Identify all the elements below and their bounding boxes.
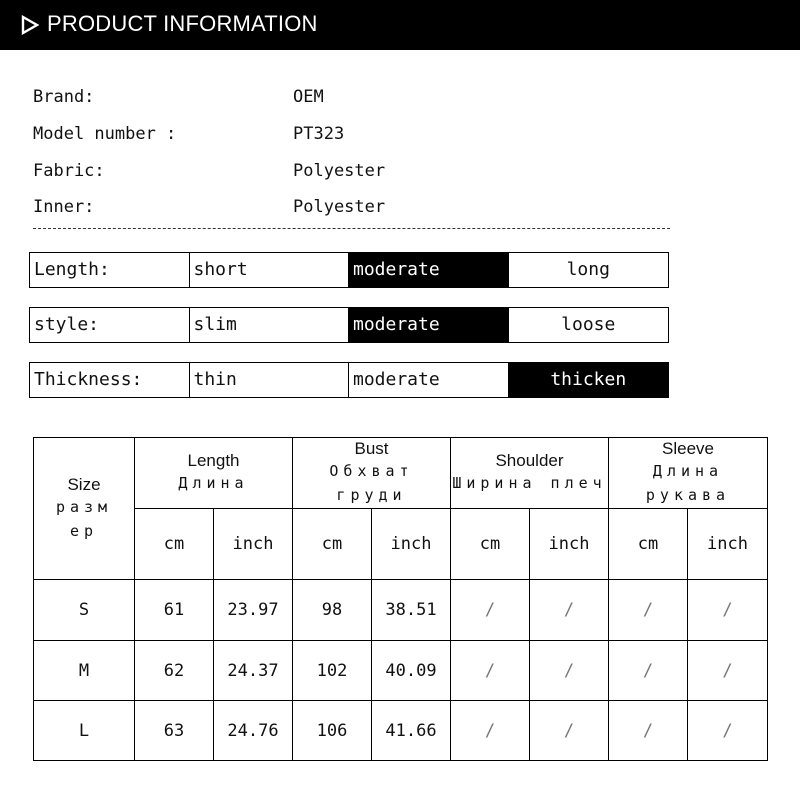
unit-cm: cm bbox=[609, 509, 688, 580]
info-value: PT323 bbox=[293, 124, 345, 144]
unit-inch: inch bbox=[530, 509, 609, 580]
value-cell: / bbox=[451, 641, 530, 701]
value-cell: 40.09 bbox=[372, 641, 451, 701]
column-header-length bbox=[135, 438, 293, 509]
value-cell: / bbox=[688, 701, 768, 761]
attribute-option: thin bbox=[190, 363, 350, 397]
info-label: Model number : bbox=[33, 124, 177, 144]
value-cell: / bbox=[688, 580, 768, 641]
value-cell: 38.51 bbox=[372, 580, 451, 641]
attribute-option-selected: thicken bbox=[509, 363, 668, 397]
attribute-option: slim bbox=[190, 308, 350, 342]
info-value: Polyester bbox=[293, 197, 386, 217]
info-label: Inner: bbox=[33, 197, 95, 217]
unit-cm: cm bbox=[135, 509, 214, 580]
attribute-option: moderate bbox=[349, 363, 509, 397]
size-header-cell bbox=[34, 438, 135, 580]
unit-inch: inch bbox=[688, 509, 768, 580]
column-header-ru: Ширина плеч bbox=[452, 474, 607, 492]
size-cell: L bbox=[34, 701, 135, 761]
attribute-option: short bbox=[190, 253, 350, 287]
size-table-header-row bbox=[34, 438, 768, 509]
info-label: Fabric: bbox=[33, 161, 105, 181]
attribute-length bbox=[29, 252, 669, 288]
column-header-ru: Длина bbox=[178, 474, 249, 492]
size-cell: M bbox=[34, 641, 135, 701]
table-row bbox=[34, 580, 768, 641]
attribute-option: loose bbox=[561, 314, 616, 335]
play-triangle-outline-icon bbox=[21, 15, 39, 35]
product-info-header bbox=[0, 0, 800, 50]
column-header-ru: Обхват груди bbox=[329, 462, 414, 504]
info-label: Brand: bbox=[33, 87, 95, 107]
table-row bbox=[34, 701, 768, 761]
column-header-en: Length bbox=[187, 451, 240, 470]
attribute-style bbox=[29, 307, 669, 343]
info-value: Polyester bbox=[293, 161, 386, 181]
unit-inch: inch bbox=[372, 509, 451, 580]
unit-cm: cm bbox=[451, 509, 530, 580]
value-cell: 41.66 bbox=[372, 701, 451, 761]
value-cell: 62 bbox=[135, 641, 214, 701]
attribute-option: long bbox=[566, 259, 610, 280]
size-header-en: Size bbox=[67, 474, 101, 494]
value-cell: 24.76 bbox=[214, 701, 293, 761]
column-header-en: Shoulder bbox=[495, 451, 564, 470]
attribute-option-selected: moderate bbox=[349, 308, 509, 342]
value-cell: / bbox=[530, 701, 609, 761]
column-header-en: Sleeve bbox=[662, 439, 714, 458]
attribute-thickness bbox=[29, 362, 669, 398]
unit-inch: inch bbox=[214, 509, 293, 580]
value-cell: / bbox=[451, 580, 530, 641]
value-cell: 24.37 bbox=[214, 641, 293, 701]
header-title: PRODUCT INFORMATION bbox=[47, 11, 318, 36]
size-header-ru: разм ер bbox=[55, 497, 113, 540]
table-row bbox=[34, 641, 768, 701]
value-cell: 23.97 bbox=[214, 580, 293, 641]
column-header-sleeve bbox=[609, 438, 768, 509]
size-chart-table bbox=[33, 437, 768, 761]
value-cell: / bbox=[530, 641, 609, 701]
value-cell: / bbox=[609, 580, 688, 641]
column-header-shoulder bbox=[451, 438, 609, 509]
attribute-option-selected: moderate bbox=[349, 253, 509, 287]
size-cell: S bbox=[34, 580, 135, 641]
value-cell: 106 bbox=[293, 701, 372, 761]
value-cell: / bbox=[451, 701, 530, 761]
info-value: OEM bbox=[293, 87, 324, 107]
value-cell: 63 bbox=[135, 701, 214, 761]
value-cell: / bbox=[688, 641, 768, 701]
column-header-en: Bust bbox=[354, 439, 389, 458]
value-cell: / bbox=[609, 701, 688, 761]
value-cell: / bbox=[609, 641, 688, 701]
size-table-unit-row bbox=[34, 509, 768, 580]
dashed-divider bbox=[33, 228, 670, 229]
attribute-label: style: bbox=[30, 308, 190, 342]
value-cell: 98 bbox=[293, 580, 372, 641]
value-cell: 102 bbox=[293, 641, 372, 701]
value-cell: 61 bbox=[135, 580, 214, 641]
value-cell: / bbox=[530, 580, 609, 641]
column-header-ru: Длина рукава bbox=[645, 462, 731, 504]
column-header-bust bbox=[293, 438, 451, 509]
unit-cm: cm bbox=[293, 509, 372, 580]
attribute-label: Thickness: bbox=[30, 363, 190, 397]
attribute-label: Length: bbox=[30, 253, 190, 287]
